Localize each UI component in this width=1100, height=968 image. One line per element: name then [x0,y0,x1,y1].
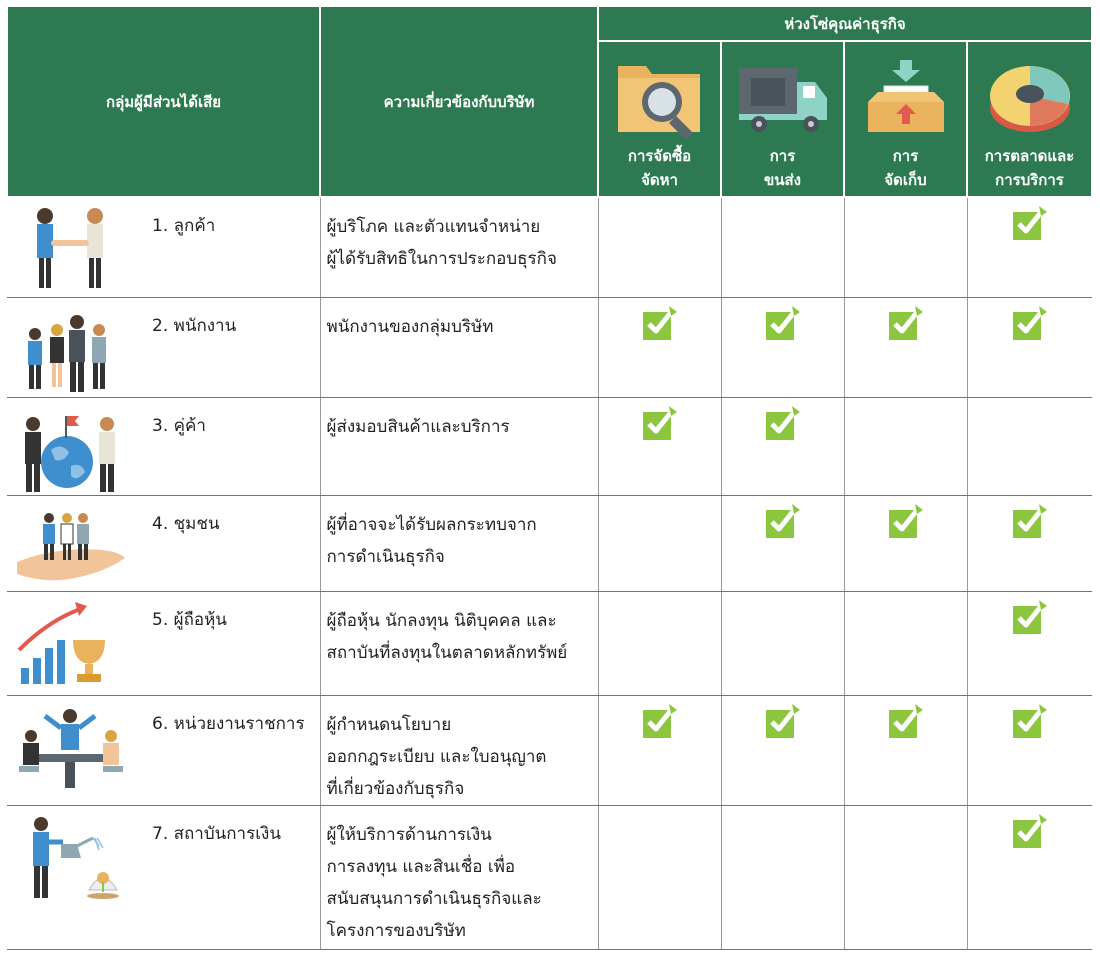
value-chain-cell [844,197,967,297]
stage-label-line1: การจัดซื้อ [627,147,692,165]
table-row [7,397,1092,495]
stakeholder-cell [7,495,320,591]
storage-box-icon [860,58,952,138]
relationship-cell [320,695,598,805]
relationship-cell [320,397,598,495]
truck-icon [737,58,829,138]
stakeholder-cell [7,695,320,805]
value-chain-cell [598,591,721,695]
check-icon [1013,600,1047,634]
check-icon [889,306,923,340]
relationship-line: การดำเนินธุรกิจ [326,546,445,567]
stakeholder-name: 2. พนักงาน [152,315,237,336]
relationship-line: ผู้ให้บริการด้านการเงิน [326,824,492,845]
check-icon [643,306,677,340]
value-chain-cell [967,297,1092,397]
relationship-cell [320,197,598,297]
header-stage-transport [721,41,844,197]
stakeholder-name: 3. คู่ค้า [152,415,206,436]
check-icon [766,704,800,738]
relationship-cell [320,297,598,397]
stakeholder-name: 1. ลูกค้า [152,216,216,236]
table-row [7,495,1092,591]
header-stage-marketing [967,41,1092,197]
relationship-line: โครงการของบริษัท [326,920,466,941]
value-chain-cell [598,397,721,495]
value-chain-cell [598,297,721,397]
globe-partners-icon [15,406,125,494]
value-chain-cell [844,695,967,805]
stage-label-line1: การ [892,147,919,165]
value-chain-cell [967,805,1092,949]
check-icon [1013,206,1047,240]
check-icon [1013,504,1047,538]
table-row [7,805,1092,949]
relationship-line: สถาบันที่ลงทุนในตลาดหลักทรัพย์ [326,642,568,663]
pie-chart-icon [984,58,1076,138]
stakeholder-name: 7. สถาบันการเงิน [152,823,281,844]
value-chain-cell [967,197,1092,297]
header-value-chain: ห่วงโซ่คุณค่าธุรกิจ [598,6,1092,41]
relationship-line: ที่เกี่ยวข้องกับธุรกิจ [326,778,465,799]
header-stakeholder-group: กลุ่มผู้มีส่วนได้เสีย [7,6,320,197]
check-icon [1013,306,1047,340]
stage-label-line2: การบริการ [995,171,1064,189]
employees-icon [15,306,125,394]
value-chain-cell [844,297,967,397]
folder-search-icon [614,58,706,138]
value-chain-cell [721,197,844,297]
watering-money-icon [15,814,125,902]
check-icon [643,704,677,738]
stage-label-line1: การ [769,147,796,165]
relationship-line: สนับสนุนการดำเนินธุรกิจและ [326,888,542,909]
relationship-line: ผู้ได้รับสิทธิในการประกอบธุรกิจ [326,249,557,269]
check-icon [889,704,923,738]
relationship-line: การลงทุน และสินเชื่อ เพื่อ [326,856,516,877]
check-icon [1013,814,1047,848]
value-chain-cell [721,805,844,949]
check-icon [643,406,677,440]
header-stage-procurement [598,41,721,197]
stakeholder-cell [7,591,320,695]
stakeholder-name: 6. หน่วยงานราชการ [152,713,305,734]
table-row [7,197,1092,297]
stakeholder-cell [7,197,320,297]
value-chain-cell [967,495,1092,591]
value-chain-cell [967,695,1092,805]
table-row [7,297,1092,397]
stakeholder-cell [7,805,320,949]
value-chain-cell [844,805,967,949]
table-row [7,591,1092,695]
value-chain-cell [721,397,844,495]
relationship-cell [320,805,598,949]
relationship-line: ออกกฎระเบียบ และใบอนุญาต [326,746,547,767]
table-row [7,695,1092,805]
value-chain-cell [844,495,967,591]
check-icon [766,504,800,538]
relationship-line: พนักงานของกลุ่มบริษัท [326,316,494,337]
check-icon [766,306,800,340]
stage-label-line2: ขนส่ง [764,171,801,189]
relationship-line: ผู้กำหนดนโยบาย [326,714,452,735]
relationship-line: ผู้ส่งมอบสินค้าและบริการ [326,416,510,437]
check-icon [1013,704,1047,738]
value-chain-cell [844,591,967,695]
relationship-line: ผู้ที่อาจจะได้รับผลกระทบจาก [326,514,537,535]
value-chain-cell [598,805,721,949]
value-chain-cell [967,591,1092,695]
relationship-line: ผู้ถือหุ้น นักลงทุน นิติบุคคล และ [326,610,557,631]
stage-label-line1: การตลาดและ [984,147,1075,165]
meeting-icon [15,704,125,792]
relationship-line: ผู้บริโภค และตัวแทนจำหน่าย [326,217,541,237]
value-chain-cell [721,591,844,695]
value-chain-cell [598,495,721,591]
stakeholder-table [6,5,1093,950]
stage-label-line2: จัดเก็บ [884,171,927,189]
value-chain-cell [721,495,844,591]
stage-label-line2: จัดหา [641,171,678,189]
stakeholder-name: 5. ผู้ถือหุ้น [152,609,227,630]
value-chain-cell [844,397,967,495]
header-relationship: ความเกี่ยวข้องกับบริษัท [320,6,598,197]
stakeholder-cell [7,397,320,495]
value-chain-cell [721,695,844,805]
check-icon [889,504,923,538]
relationship-cell [320,495,598,591]
relationship-cell [320,591,598,695]
value-chain-cell [721,297,844,397]
value-chain-cell [598,695,721,805]
header-stage-storage [844,41,967,197]
growth-trophy-icon [15,600,125,688]
value-chain-cell [967,397,1092,495]
handshake-icon [15,206,125,294]
stakeholder-name: 4. ชุมชน [152,513,220,534]
check-icon [766,406,800,440]
value-chain-cell [598,197,721,297]
stakeholder-cell [7,297,320,397]
hand-community-icon [15,504,125,592]
